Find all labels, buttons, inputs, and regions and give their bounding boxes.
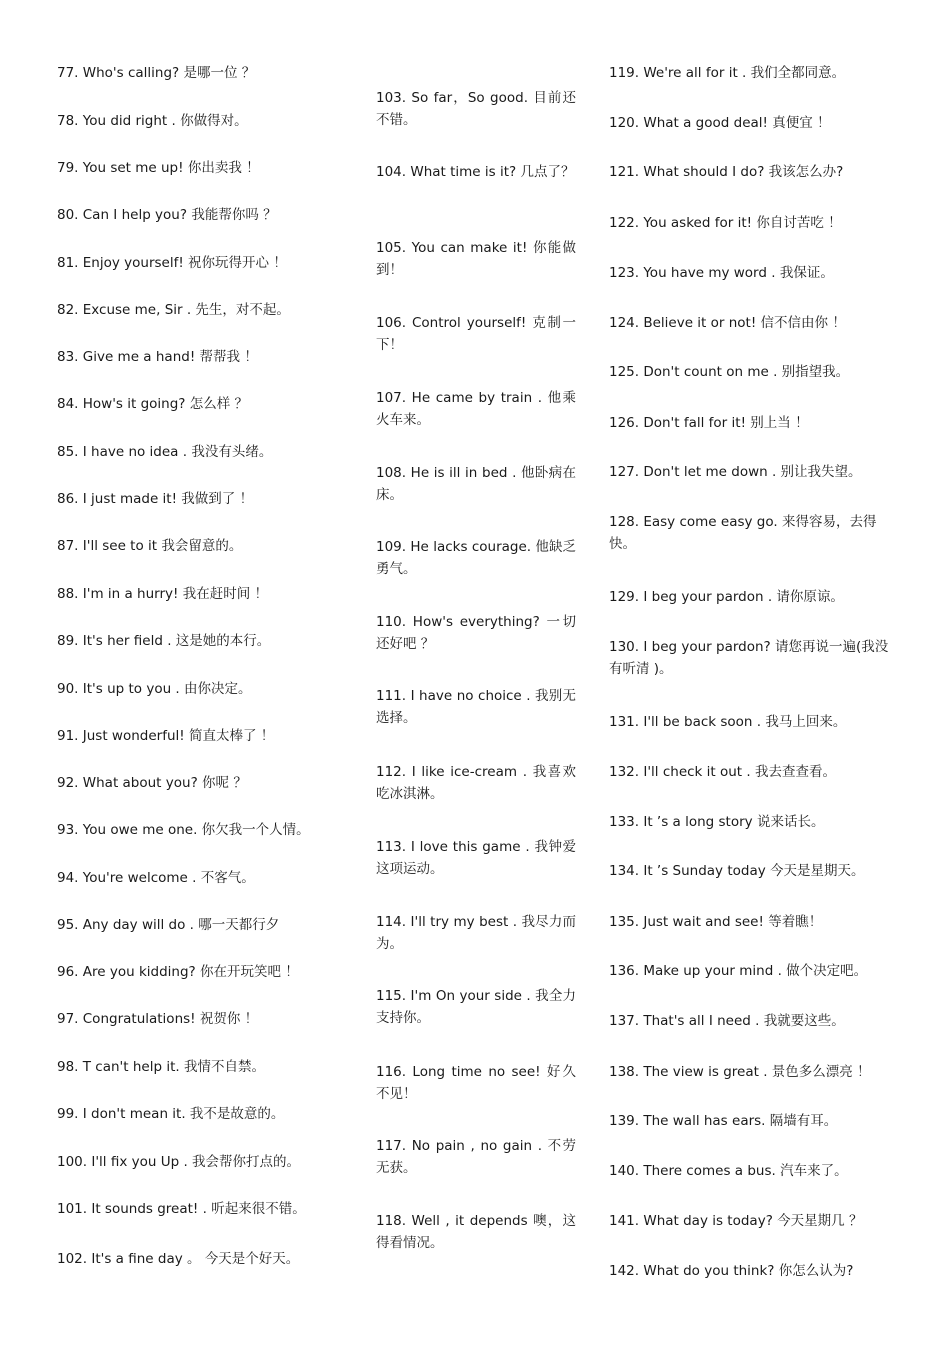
phrase-item: 83. Give me a hand! 帮帮我 ！	[57, 349, 258, 365]
phrase-item: 123. You have my word . 我保证。	[609, 265, 834, 281]
phrase-item: 111. I have no choice . 我别无选择。	[376, 688, 576, 726]
phrase-item: 91. Just wonderful! 简直太棒了 ！	[57, 728, 275, 744]
phrase-item: 84. How's it going? 怎么样 ？	[57, 396, 249, 412]
phrase-item: 135. Just wait and see! 等着瞧！	[609, 914, 823, 930]
phrase-item: 77. Who's calling? 是哪一位 ？	[57, 65, 256, 81]
phrase-item: 80. Can I help you? 我能帮你吗 ？	[57, 207, 277, 223]
phrase-item: 119. We're all for it . 我们全都同意。	[609, 65, 846, 81]
phrase-item: 90. It's up to you . 由你决定。	[57, 681, 252, 697]
phrase-item: 93. You owe me one. 你欠我一个人情。	[57, 822, 310, 838]
phrase-item: 132. I'll check it out . 我去查查看。	[609, 764, 836, 780]
phrase-item: 92. What about you? 你呢 ？	[57, 775, 247, 791]
phrase-item: 130. I beg your pardon? 请您再说一遍(我没有听清 )。	[609, 639, 889, 677]
phrase-item: 89. It's her field . 这是她的本行。	[57, 633, 271, 649]
phrase-item: 114. I'll try my best . 我尽力而为。	[376, 914, 576, 952]
phrase-item: 106. Control yourself! 克制一下！	[376, 315, 576, 353]
phrase-item: 81. Enjoy yourself! 祝你玩得开心 ！	[57, 255, 287, 271]
phrase-item: 115. I'm On your side . 我全力支持你。	[376, 988, 576, 1026]
phrase-item: 79. You set me up! 你出卖我 ！	[57, 160, 260, 176]
phrase-item: 127. Don't let me down . 别让我失望。	[609, 464, 862, 480]
phrase-item: 142. What do you think? 你怎么认为?	[609, 1263, 854, 1279]
phrase-item: 88. I'm in a hurry! 我在赶时间 ！	[57, 586, 269, 602]
phrase-item: 96. Are you kidding? 你在开玩笑吧 ！	[57, 964, 299, 980]
phrase-item: 97. Congratulations! 祝贺你 ！	[57, 1011, 259, 1027]
phrase-item: 85. I have no idea . 我没有头绪。	[57, 444, 273, 460]
phrase-item: 110. How's everything? 一切还好吧 ？	[376, 614, 576, 652]
phrase-item: 95. Any day will do . 哪一天都行夕	[57, 917, 280, 933]
phrase-item: 141. What day is today? 今天星期几 ？	[609, 1213, 863, 1229]
phrase-item: 131. I'll be back soon . 我马上回来。	[609, 714, 847, 730]
phrase-item: 124. Believe it or not! 信不信由你 ！	[609, 315, 846, 331]
phrase-item: 121. What should I do? 我该怎么办?	[609, 164, 844, 180]
phrase-item: 113. I love this game . 我钟爱这项运动。	[376, 839, 576, 877]
phrase-item: 128. Easy come easy go. 来得容易，去得快。	[609, 514, 877, 552]
phrase-item: 134. It ’s Sunday today 今天是星期天。	[609, 863, 865, 879]
phrase-item: 103. So far，So good. 目前还不错。	[376, 90, 576, 128]
phrase-item: 104. What time is it? 几点了？	[376, 164, 575, 180]
phrase-item: 138. The view is great . 景色多么漂亮 ！	[609, 1064, 871, 1080]
phrase-item: 112. I like ice-cream . 我喜欢吃冰淇淋。	[376, 764, 576, 802]
phrase-item: 140. There comes a bus. 汽车来了。	[609, 1163, 848, 1179]
phrase-item: 82. Excuse me, Sir . 先生，对不起。	[57, 302, 290, 318]
phrase-item: 126. Don't fall for it! 别上当 ！	[609, 415, 809, 431]
phrase-item: 109. He lacks courage. 他缺乏勇气。	[376, 539, 576, 577]
phrase-item: 99. I don't mean it. 我不是故意的。	[57, 1106, 285, 1122]
phrase-item: 117. No pain , no gain . 不劳无获。	[376, 1138, 576, 1176]
phrase-item: 101. It sounds great! . 听起来很不错。	[57, 1201, 306, 1217]
phrase-item: 108. He is ill in bed . 他卧病在床。	[376, 465, 576, 503]
phrase-item: 94. You're welcome . 不客气。	[57, 870, 255, 886]
phrase-item: 87. I'll see to it 我会留意的。	[57, 538, 243, 554]
phrase-item: 129. I beg your pardon . 请你原谅。	[609, 589, 844, 605]
phrase-item: 102. It's a fine day 。 今天是个好天。	[57, 1251, 300, 1267]
phrase-item: 100. I'll fix you Up . 我会帮你打点的。	[57, 1154, 301, 1170]
phrase-item: 122. You asked for it! 你自讨苦吃 ！	[609, 215, 842, 231]
phrase-item: 116. Long time no see! 好久不见！	[376, 1064, 576, 1102]
phrase-item: 118. Well , it depends 噢，这得看情况。	[376, 1213, 576, 1251]
phrase-item: 105. You can make it! 你能做到！	[376, 240, 576, 278]
phrase-item: 98. T can't help it. 我情不自禁。	[57, 1059, 265, 1075]
phrase-item: 86. I just made it! 我做到了 ！	[57, 491, 254, 507]
phrase-item: 107. He came by train . 他乘火车来。	[376, 390, 576, 428]
phrase-item: 137. That's all I need . 我就要这些。	[609, 1013, 845, 1029]
phrase-item: 133. It ’s a long story 说来话长。	[609, 814, 825, 830]
phrase-item: 136. Make up your mind . 做个决定吧。	[609, 963, 868, 979]
phrase-item: 139. The wall has ears. 隔墙有耳。	[609, 1113, 838, 1129]
phrase-item: 120. What a good deal! 真便宜 ！	[609, 115, 831, 131]
phrase-item: 125. Don't count on me . 别指望我。	[609, 364, 850, 380]
phrase-item: 78. You did right . 你做得对。	[57, 113, 248, 129]
